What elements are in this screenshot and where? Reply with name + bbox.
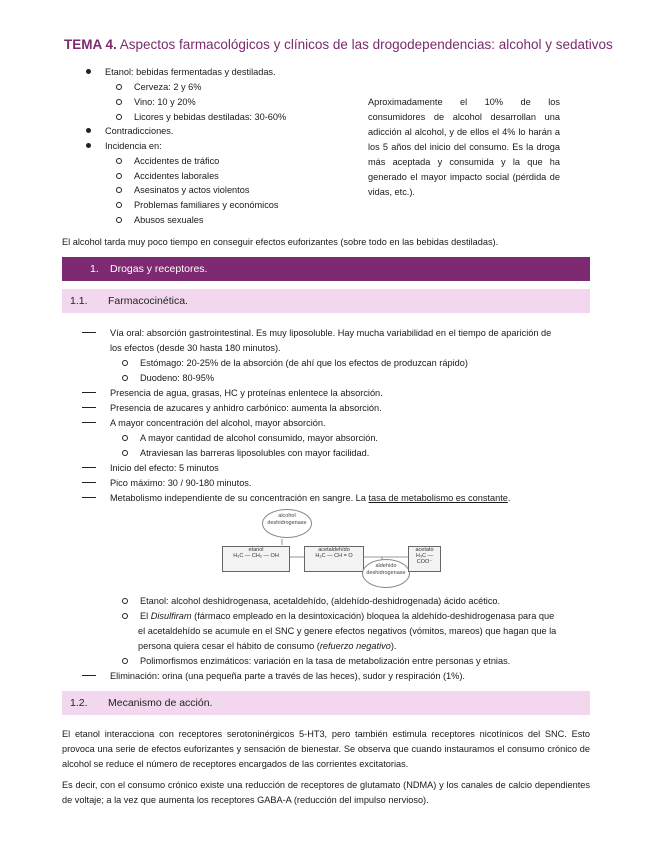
circle-bullet-icon	[116, 99, 122, 105]
circle-bullet-icon	[116, 84, 122, 90]
bullet-text: Etanol: bebidas fermentadas y destiladas.	[105, 67, 276, 77]
dash-bullet-icon	[82, 675, 96, 676]
circle-bullet-icon	[116, 173, 122, 179]
dash-bullet-icon	[82, 482, 96, 483]
bullet-etanol	[86, 65, 276, 80]
sub-bullet: Cerveza: 2 y 6%	[116, 80, 201, 95]
sub-bullet: Problemas familiares y económicos	[116, 198, 279, 213]
dash-bullet-icon	[82, 407, 96, 408]
dash-item: Presencia de agua, grasas, HC y proteínas enlentece la absorción.	[82, 386, 383, 401]
subsection-heading-1-1: 1.1. Farmacocinética.	[62, 289, 590, 313]
sub-bullet: El Disulfiram (fármaco empleado en la desintoxicación) bloquea la aldehído-deshidrogenasa para que	[122, 609, 554, 624]
dash-bullet-icon	[82, 467, 96, 468]
circle-bullet-icon	[116, 202, 122, 208]
sub-bullet: Accidentes laborales	[116, 169, 219, 184]
acetaldehyde-box: acetaldehído H₃C — CH = O	[304, 546, 364, 572]
dash-bullet-icon	[82, 422, 96, 423]
acetate-box: acetato H₃C — COO⁻	[408, 546, 441, 572]
circle-bullet-icon	[122, 598, 128, 604]
subsection-heading-1-2: 1.2. Mecanismo de acción.	[62, 691, 590, 715]
circle-bullet-icon	[122, 658, 128, 664]
circle-bullet-icon	[116, 187, 122, 193]
dash-item-cont: los efectos (desde 30 hasta 180 minutos).	[110, 343, 281, 353]
section-heading-1: 1. Drogas y receptores.	[62, 257, 590, 281]
circle-bullet-icon	[122, 613, 128, 619]
sub-bullet: Etanol: alcohol deshidrogenasa, acetaldehído, (aldehído-deshidrogenada) ácido acético.	[122, 594, 500, 609]
sub-bullet: A mayor cantidad de alcohol consumido, mayor absorción.	[122, 431, 378, 446]
bullet-dot-icon	[86, 143, 91, 148]
sub-bullet: Licores y bebidas destiladas: 30-60%	[116, 110, 286, 125]
circle-bullet-icon	[122, 360, 128, 366]
bullet-dot-icon	[86, 128, 91, 133]
dash-item: Metabolismo independiente de su concentración en sangre. La tasa de metabolismo es constante.	[82, 491, 510, 506]
bullet-incidencia: Incidencia en:	[86, 139, 162, 154]
title-number: TEMA 4.	[64, 37, 117, 52]
dash-item: A mayor concentración del alcohol, mayor absorción.	[82, 416, 326, 431]
title-text: Aspectos farmacológicos y clínicos de las drogodependencias: alcohol y sedativos	[119, 37, 613, 52]
intro-summary: El alcohol tarda muy poco tiempo en conseguir efectos euforizantes (sobre todo en las bebidas destiladas).	[62, 237, 499, 247]
ethanol-box: etanol H₃C — CH₂ — OH	[222, 546, 290, 572]
sub-bullet: Duodeno: 80-95%	[122, 371, 214, 386]
dash-bullet-icon	[82, 392, 96, 393]
bullet-dot-icon	[86, 69, 91, 74]
circle-bullet-icon	[122, 435, 128, 441]
aldehyde-dehydrogenase-label: aldehído deshidrogenase	[362, 559, 410, 588]
dash-item: Pico máximo: 30 / 90-180 minutos.	[82, 476, 251, 491]
side-note: Aproximadamente el 10% de los consumidores de alcohol desarrollan una adicción al alcohol, y de ellos el 4% lo harán a los 5 años del inicio del consumo. Es la droga más aceptada y consumida y la que ha generado el mayor impacto social (pérdida de vidas, etc.).	[368, 97, 560, 197]
sub-bullet: Polimorfismos enzimáticos: variación en la tasa de metabolización entre personas y etnias.	[122, 654, 510, 669]
dash-item: Eliminación: orina (una pequeña parte a través de las heces), sudor y respiración (1%).	[82, 669, 465, 684]
alcohol-dehydrogenase-label: alcohol deshidrogenase	[262, 509, 312, 538]
sub-bullet: Vino: 10 y 20%	[116, 95, 196, 110]
dash-item: Presencia de azucares y anhidro carbónico: aumenta la absorción.	[82, 401, 382, 416]
mechanism-paragraph-2: Es decir, con el consumo crónico existe una reducción de receptores de glutamato (NDMA) y los canales de calcio dependientes de voltaje; a la vez que aumenta los receptores GABA-A (reducción del impulso nervioso).	[62, 780, 590, 805]
dash-bullet-icon	[82, 332, 96, 333]
sub-bullet: Abusos sexuales	[116, 213, 203, 228]
dash-bullet-icon	[82, 497, 96, 498]
metabolism-diagram	[222, 509, 440, 591]
sub-bullet-cont: el acetaldehído se acumule en el SNC y genere efectos negativos (vómitos, mareos) que hagan que la	[138, 626, 557, 636]
circle-bullet-icon	[116, 158, 122, 164]
sub-bullet-cont: persona quiera cesar el hábito de consumo (refuerzo negativo).	[138, 641, 397, 651]
circle-bullet-icon	[116, 217, 122, 223]
mechanism-paragraph-1: El etanol interacciona con receptores serotoninérgicos 5-HT3, pero también estimula receptores nicotínicos del SNC. Esto provoca una serie de efectos euforizantes y sensación de bienestar. Se observa que cuando instauramos el consumo crónico de alcohol se reduce el número de receptores encargados de las corrientes excitatorias.	[62, 729, 590, 769]
dash-item: Inicio del efecto: 5 minutos	[82, 461, 219, 476]
circle-bullet-icon	[122, 450, 128, 456]
page-title	[64, 37, 613, 52]
circle-bullet-icon	[122, 375, 128, 381]
sub-bullet: Atraviesan las barreras liposolubles con mayor facilidad.	[122, 446, 369, 461]
bullet-contradicciones: Contradicciones.	[86, 124, 173, 139]
sub-bullet: Asesinatos y actos violentos	[116, 183, 249, 198]
sub-bullet: Estómago: 20-25% de la absorción (de ahí que los efectos de produzcan rápido)	[122, 356, 468, 371]
circle-bullet-icon	[116, 114, 122, 120]
dash-item: Vía oral: absorción gastrointestinal. Es muy liposoluble. Hay mucha variabilidad en el tiempo de aparición de	[82, 326, 551, 341]
sub-bullet: Accidentes de tráfico	[116, 154, 219, 169]
